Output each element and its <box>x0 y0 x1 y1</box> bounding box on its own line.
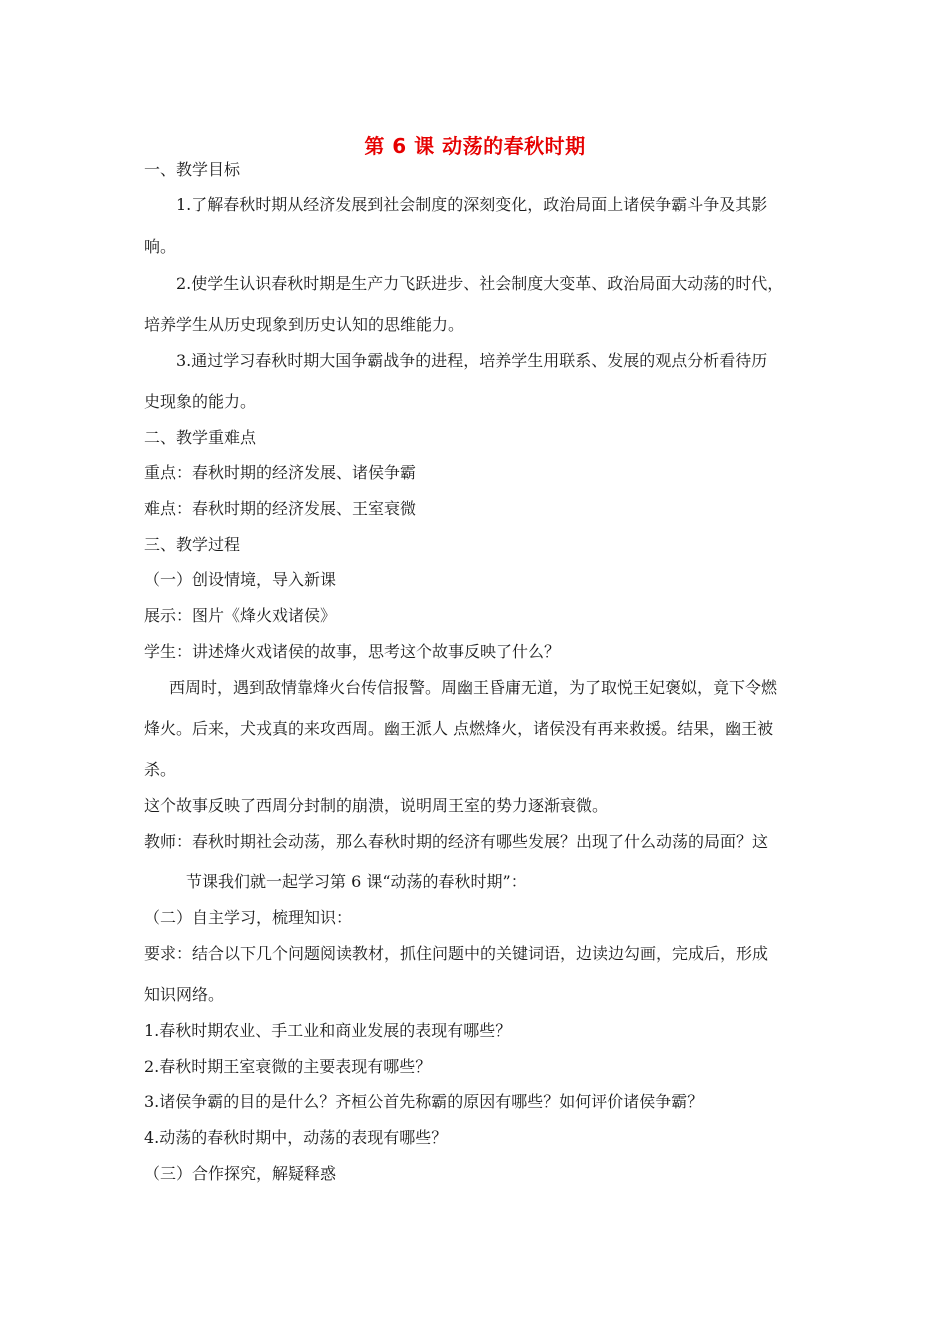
student-task-line: 学生：讲述烽火戏诸侯的故事，思考这个故事反映了什么？ <box>144 642 561 661</box>
difficult-point-line: 难点：春秋时期的经济发展、王室衰微 <box>144 499 417 518</box>
objective-1-line-1: 1.了解春秋时期从经济发展到社会制度的深刻变化，政治局面上诸侯争霸斗争及其影 <box>176 195 768 214</box>
question-4: 4.动荡的春秋时期中，动荡的表现有哪些？ <box>144 1128 448 1147</box>
objective-2-line-1: 2.使学生认识春秋时期是生产力飞跃进步、社会制度大变革、政治局面大动荡的时代， <box>176 274 784 293</box>
question-2: 2.春秋时期王室衰微的主要表现有哪些？ <box>144 1057 432 1076</box>
objective-2-line-2: 培养学生从历史现象到历史认知的思维能力。 <box>144 315 465 334</box>
objective-1-line-2: 响。 <box>144 237 177 256</box>
lesson-title: 第 6 课 动荡的春秋时期 <box>364 134 586 158</box>
story-line-3: 杀。 <box>144 760 177 779</box>
objective-3-line-1: 3.通过学习春秋时期大国争霸战争的进程，培养学生用联系、发展的观点分析看待历 <box>176 351 768 370</box>
story-conclusion-line: 这个故事反映了西周分封制的崩溃，说明周王室的势力逐渐衰微。 <box>144 796 609 815</box>
question-3: 3.诸侯争霸的目的是什么？齐桓公首先称霸的原因有哪些？如何评价诸侯争霸？ <box>144 1092 704 1111</box>
question-1: 1.春秋时期农业、手工业和商业发展的表现有哪些？ <box>144 1021 512 1040</box>
step-1-heading: （一）创设情境，导入新课 <box>144 570 337 589</box>
objective-3-line-2: 史现象的能力。 <box>144 392 257 411</box>
story-line-2: 烽火。后来，犬戎真的来攻西周。幽王派人 点燃烽火，诸侯没有再来救援。结果，幽王被 <box>144 719 774 738</box>
teacher-line-1: 教师：春秋时期社会动荡，那么春秋时期的经济有哪些发展？出现了什么动荡的局面？这 <box>144 832 769 851</box>
step-2-heading: （二）自主学习，梳理知识： <box>144 908 353 927</box>
teacher-line-2: 节课我们就一起学习第 6 课“动荡的春秋时期”： <box>186 872 527 891</box>
section-heading-key-points: 二、教学重难点 <box>144 428 257 447</box>
key-point-line: 重点：春秋时期的经济发展、诸侯争霸 <box>144 463 417 482</box>
requirement-line-1: 要求：结合以下几个问题阅读教材，抓住问题中的关键词语，边读边勾画，完成后，形成 <box>144 944 769 963</box>
step-3-heading: （三）合作探究，解疑释惑 <box>144 1164 337 1183</box>
requirement-line-2: 知识网络。 <box>144 985 225 1004</box>
section-heading-objectives: 一、教学目标 <box>144 160 241 179</box>
story-line-1: 西周时，遇到敌情靠烽火台传信报警。周幽王昏庸无道，为了取悦王妃褒姒，竟下令燃 <box>169 678 778 697</box>
show-picture-line: 展示：图片《烽火戏诸侯》 <box>144 606 337 625</box>
section-heading-process: 三、教学过程 <box>144 535 241 554</box>
